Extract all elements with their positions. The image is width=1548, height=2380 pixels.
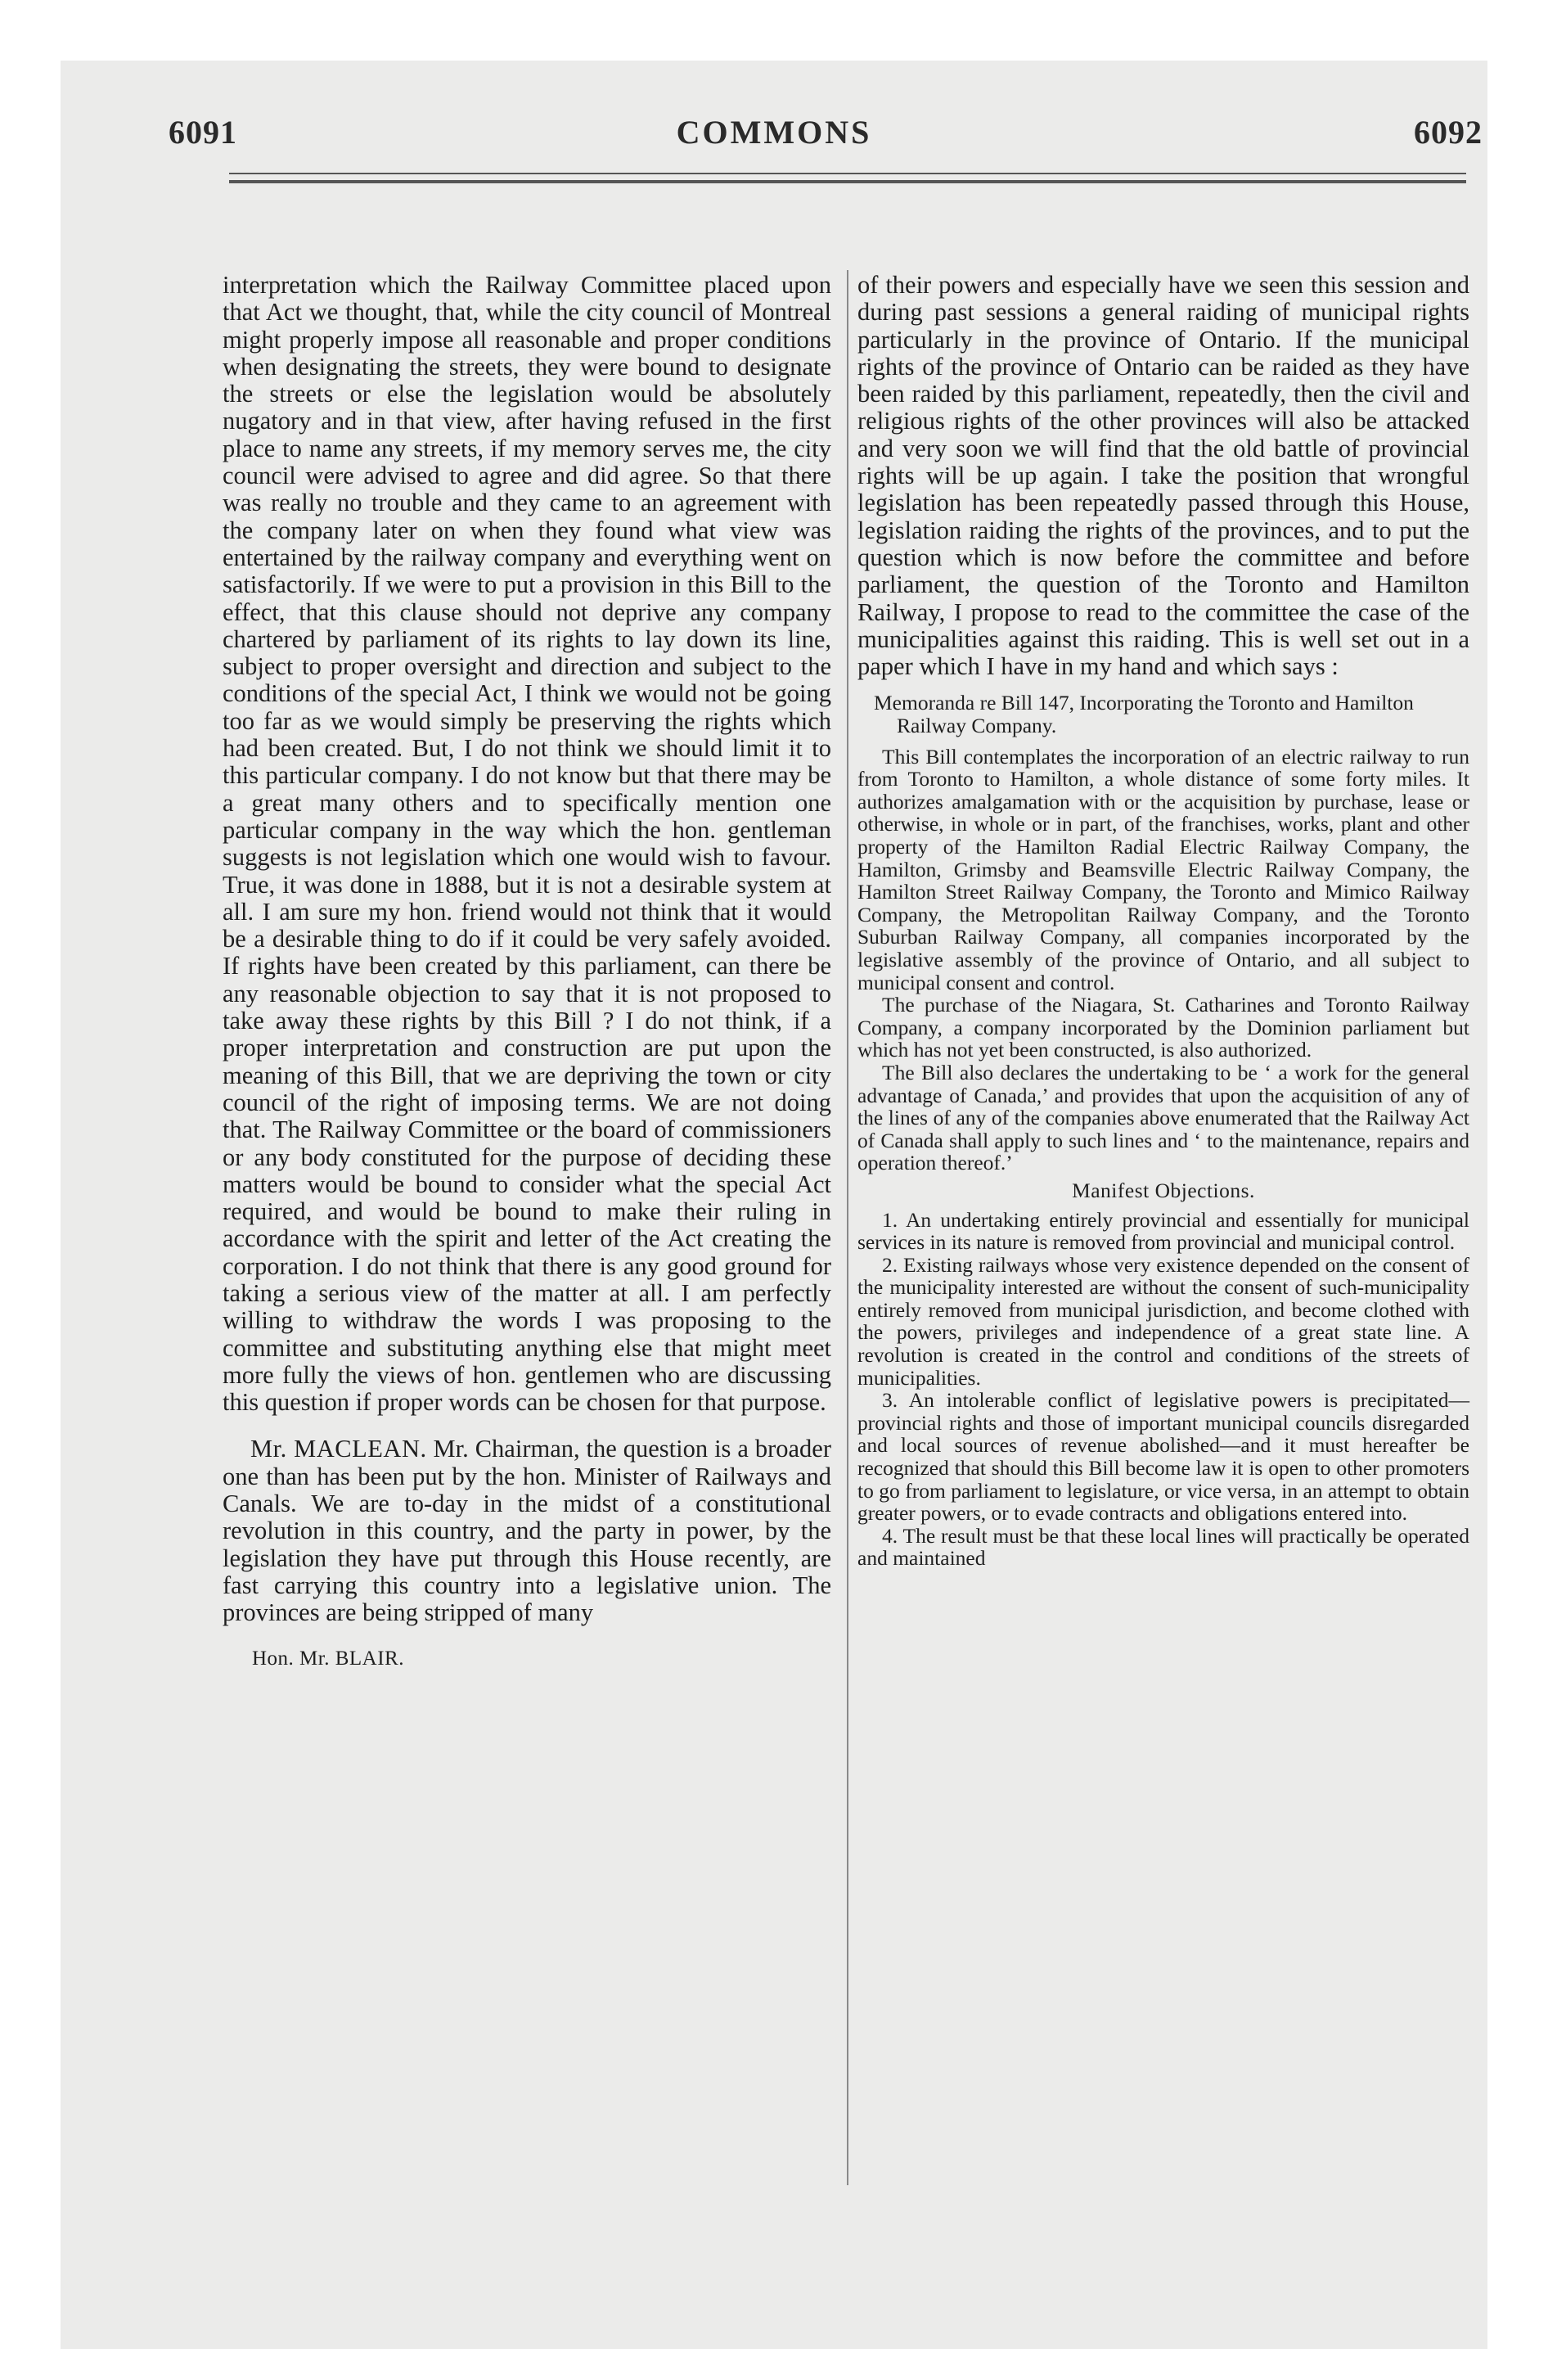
page-footer-speaker: Hon. Mr. BLAIR. (252, 1647, 404, 1670)
memo-title: Memoranda re Bill 147, Incorporating the Toronto and Hamilton Railway Company. (874, 691, 1414, 738)
memo-paragraph: The purchase of the Niagara, St. Catharines and Toronto Railway Company, a company incorporated by the Dominion parliament but which has not yet been constructed, is also authorized. (857, 993, 1469, 1062)
objection-item: 3. An intolerable conflict of legislative powers is precipitated—provincial rights and those of important municipal councils disregarded and local sources of revenue abolished—and it must hereafter be recognized that should this Bill become law it is open to other promoters to go from parliament to legislature, or vice versa, in an attempt to obtain greater powers, or to evade contracts and obligations entered into. (857, 1388, 1469, 1526)
speech-paragraph (223, 1436, 831, 1626)
memo-paragraph: This Bill contemplates the incorporation of an electric railway to run from Toronto to Hamilton, a whole distance of some forty miles. It authorizes amalgamation with or the acquisition by purchase, lease or otherwise, in whole or in part, of the franchises, works, plant and other property of the Hamilton Radial Electric Railway Company, the Hamilton, Grimsby and Beamsville Electric Railway Company, the Hamilton Street Railway Company, the Toronto and Mimico Railway Company, the Metropolitan Railway Company, and the Toronto Suburban Railway Company, all companies incorporated by the legislative assembly of the province of Ontario, and all subject to municipal consent and control. (857, 744, 1469, 994)
right-column (857, 272, 1469, 1570)
objection-item: 4. The result must be that these local lines will practically be operated and maintained (857, 1523, 1469, 1571)
column-divider (847, 270, 848, 2185)
memo-paragraph: The Bill also declares the undertaking to be ‘ a work for the general advantage of Canada,’ and provides that upon the acquisition of any of the lines of any of the companies above enumerated that the Railway Act of Canada shall apply to such lines and ‘ to the maintenance, repairs and operation thereof.’ (857, 1060, 1469, 1175)
right-intro-paragraph: of their powers and especially have we seen this session and during past sessions a general raiding of municipal rights particularly in the province of Ontario. If the municipal rights of the province of Ontario can be raided as they have been raided by this parliament, repeatedly, then the civil and religious rights of the other provinces will also be attacked and very soon we will find that the old battle of provincial rights will be up again. I take the position that wrongful legislation has been repeatedly passed through this House, legislation raiding the rights of the provinces, and to put the question which is now before the committee and before parliament, the question of the Toronto and Hamilton Railway, I propose to read to the committee the case of the municipalities against this raiding. This is well set out in a paper which I have in my hand and which says : (857, 271, 1469, 681)
objection-item: 2. Existing railways whose very existence depended on the consent of the municipality interested are without the consent of such-municipality entirely removed from municipal jurisdiction, and become clothed with the powers, privileges and independence of a great state line. A revolution is created in the control and conditions of the streets of municipalities. (857, 1252, 1469, 1390)
memorandum (857, 692, 1469, 1570)
header-rule-thin (229, 173, 1466, 174)
objections-heading: Manifest Objections. (1072, 1178, 1255, 1202)
speaker-name: Mr. MACLEAN. (250, 1435, 427, 1463)
objection-item: 1. An undertaking entirely provincial and essentially for municipal services in its nature is removed from provincial and municipal control. (857, 1207, 1469, 1255)
left-paragraph: interpretation which the Railway Committee placed upon that Act we thought, that, while the city council of Montreal might properly impose all reasonable and proper conditions when designating the streets, they were bound to designate the streets or else the legislation would be absolutely nugatory and in that view, after having refused in the first place to name any streets, if my memory serves me, the city council were advised to agree and did agree. So that there was really no trouble and they came to an agreement with the company later on when they found what view was entertained by the railway company and everything went on satisfactorily. If we were to put a provision in this Bill to the effect, that this clause should not deprive any company chartered by parliament of its rights to lay down its line, subject to proper oversight and direction and subject to the conditions of the special Act, I think we would not be going too far as we would simply be preserving the rights which had been created. But, I do not think we should limit it to this particular company. I do not know but that there may be a great many others and to specifically mention one particular company in the way which the hon. gentleman suggests is not legislation which one would wish to favour. True, it was done in 1888, but it is not a desirable system at all. I am sure my hon. friend would not think that it would be a desirable thing to do if it could be very safely avoided. If rights have been created by this parliament, can there be any reasonable objection to say that it is not proposed to take away these rights by this Bill ? I do not think, if a proper interpretation and construction are put upon the meaning of this Bill, that we are depriving the town or city council of the right of imposing terms. We are not doing that. The Railway Committee or the board of commissioners or any body constituted for the purpose of deciding these matters would be bound to consider what the special Act required, and would be bound to make their ruling in accordance with the spirit and letter of the Act creating the corporation. I do not think that there is any good ground for taking a serious view of the matter at all. I am perfectly willing to withdraw the words I was proposing to the committee and substituting anything else that might meet more fully the views of hon. gentlemen who are discussing this question if proper words can be chosen for that purpose. (223, 271, 831, 1417)
page-number-left: 6091 (169, 114, 237, 151)
page-number-right: 6092 (1414, 114, 1483, 151)
header-rule-thick (229, 180, 1466, 183)
running-head: COMMONS (676, 114, 872, 151)
speech-text: Mr. Chairman, the question is a broader one than has been put by the hon. Minister of Railways and Canals. We are to-day in the midst of a constitutional revolution in this country, and the party in power, by the legislation they have put through this House recently, are fast carrying this country into a legislative union. The provinces are being stripped of many (223, 1435, 831, 1627)
left-column (223, 272, 831, 1672)
